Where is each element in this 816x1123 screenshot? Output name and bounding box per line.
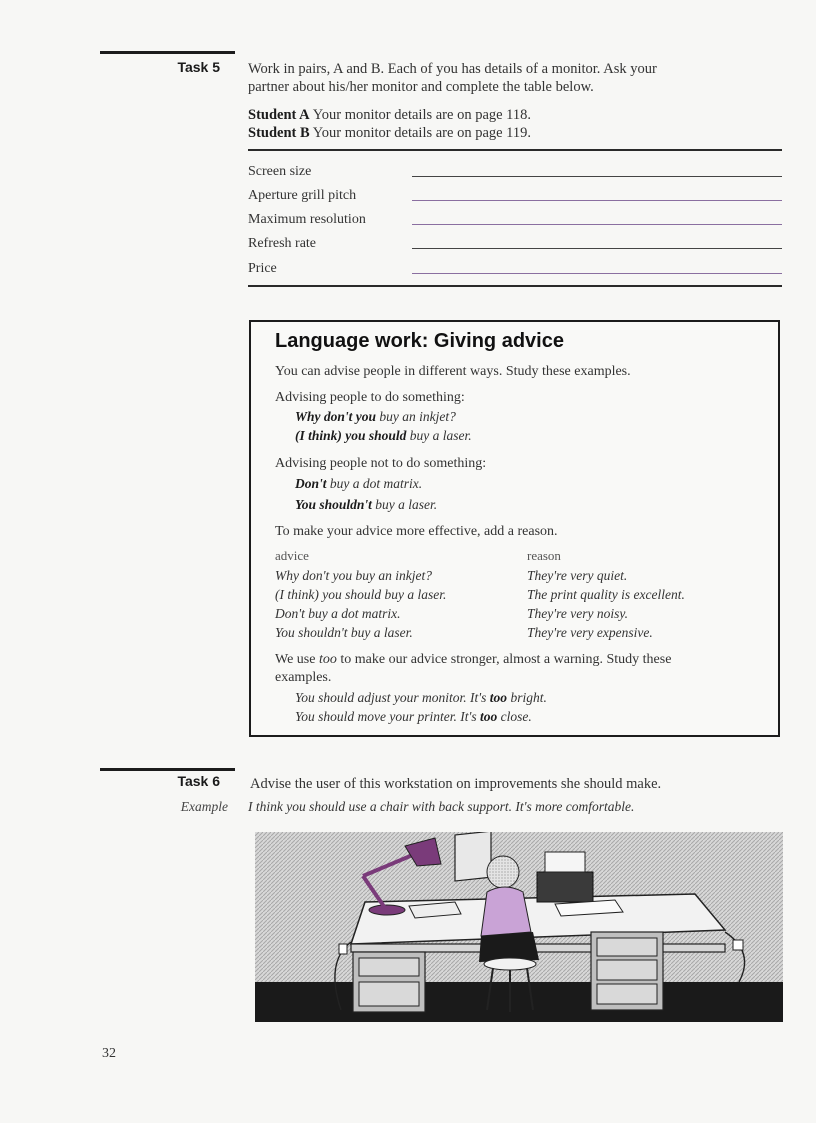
- advise-not-example-2-bold: You shouldn't: [295, 497, 372, 512]
- answer-line-resolution[interactable]: [412, 224, 782, 225]
- answer-line-price[interactable]: [412, 273, 782, 274]
- advice-item: Why don't you buy an inkjet?: [275, 568, 432, 583]
- student-b-text: Your monitor details are on page 119.: [312, 125, 532, 141]
- student-a-label: Student A: [248, 107, 310, 123]
- table-bottom-rule: [248, 285, 782, 287]
- advise-do-heading: Advising people to do something:: [275, 390, 465, 405]
- advise-do-example-1-bold: Why don't you: [295, 409, 377, 424]
- task6-label: Task 6: [177, 773, 220, 789]
- student-a-line: [248, 106, 531, 124]
- too-example-1: [295, 690, 547, 706]
- too-example-2-a: You should move your printer. It's: [295, 709, 481, 724]
- advice-item: (I think) you should buy a laser.: [275, 587, 447, 602]
- advise-not-example-1-rest: buy a dot matrix.: [326, 476, 423, 491]
- task6-instruction: Advise the user of this workstation on improvements she should make.: [250, 776, 662, 792]
- table-top-rule: [248, 149, 782, 151]
- workstation-illustration: [255, 832, 783, 1022]
- task5-instruction-line1: Work in pairs, A and B. Each of you has details of a monitor. Ask your: [248, 61, 657, 77]
- language-work-title: Language work: Giving advice: [275, 330, 564, 352]
- task5-rule: [100, 51, 235, 54]
- reason-column-header: reason: [527, 548, 561, 563]
- advise-not-heading: Advising people not to do something:: [275, 456, 487, 471]
- row-label-aperture: Aperture grill pitch: [248, 188, 357, 203]
- workstation-illustration-svg: [255, 832, 783, 1022]
- advice-column-header: advice: [275, 548, 309, 563]
- advice-column: [275, 566, 446, 642]
- task5-instruction-line2: partner about his/her monitor and complete the table below.: [248, 79, 594, 95]
- too-word: too: [318, 652, 337, 667]
- advise-do-example-1: [295, 409, 456, 425]
- too-example-1-c: bright.: [507, 690, 547, 705]
- advise-do-example-2-rest: buy a laser.: [406, 428, 472, 443]
- answer-line-refresh[interactable]: [412, 248, 782, 249]
- advise-not-example-2: [295, 497, 437, 513]
- too-example-1-too: too: [489, 690, 508, 705]
- language-work-box: [249, 320, 780, 737]
- row-label-resolution: Maximum resolution: [248, 212, 366, 227]
- reason-item: They're very quiet.: [527, 568, 628, 583]
- task5-label: Task 5: [177, 59, 220, 75]
- example-label: Example: [180, 799, 228, 814]
- advice-item: Don't buy a dot matrix.: [275, 606, 401, 621]
- too-intro-line1: [275, 652, 671, 668]
- student-a-text: Your monitor details are on page 118.: [312, 107, 532, 123]
- too-example-2-too: too: [480, 709, 498, 724]
- row-label-refresh: Refresh rate: [248, 236, 317, 251]
- page-number: 32: [102, 1046, 116, 1061]
- too-example-2-c: close.: [497, 709, 532, 724]
- too-intro-line2: examples.: [275, 670, 332, 685]
- row-label-screen-size: Screen size: [248, 164, 312, 179]
- advise-not-example-1-bold: Don't: [295, 476, 327, 491]
- task5-instruction: [248, 60, 788, 96]
- advise-do-example-2-bold: (I think) you should: [295, 428, 407, 443]
- advice-item: You shouldn't buy a laser.: [275, 625, 413, 640]
- too-intro-part1: We use: [275, 652, 319, 667]
- reason-column: [527, 566, 685, 642]
- too-example-1-a: You should adjust your monitor. It's: [295, 690, 490, 705]
- reason-item: The print quality is excellent.: [527, 587, 685, 602]
- task6-rule: [100, 768, 235, 771]
- advise-not-example-2-rest: buy a laser.: [371, 497, 438, 512]
- example-text: I think you should use a chair with back support. It's more comfortable.: [248, 799, 635, 814]
- reason-item: They're very expensive.: [527, 625, 653, 640]
- student-b-label: Student B: [248, 125, 310, 141]
- answer-line-screen-size[interactable]: [412, 176, 782, 177]
- too-example-2: [295, 709, 532, 725]
- student-b-line: [248, 124, 531, 142]
- advise-do-example-2: [295, 428, 472, 444]
- reason-item: They're very noisy.: [527, 606, 628, 621]
- answer-line-aperture[interactable]: [412, 200, 782, 201]
- advise-not-example-1: [295, 476, 422, 492]
- reason-intro: To make your advice more effective, add a reason.: [275, 524, 558, 539]
- advise-do-example-1-rest: buy an inkjet?: [376, 409, 456, 424]
- row-label-price: Price: [248, 261, 277, 276]
- language-work-intro: You can advise people in different ways. Study these examples.: [275, 364, 631, 379]
- too-intro-part2: to make our advice stronger, almost a warning. Study these: [336, 652, 672, 667]
